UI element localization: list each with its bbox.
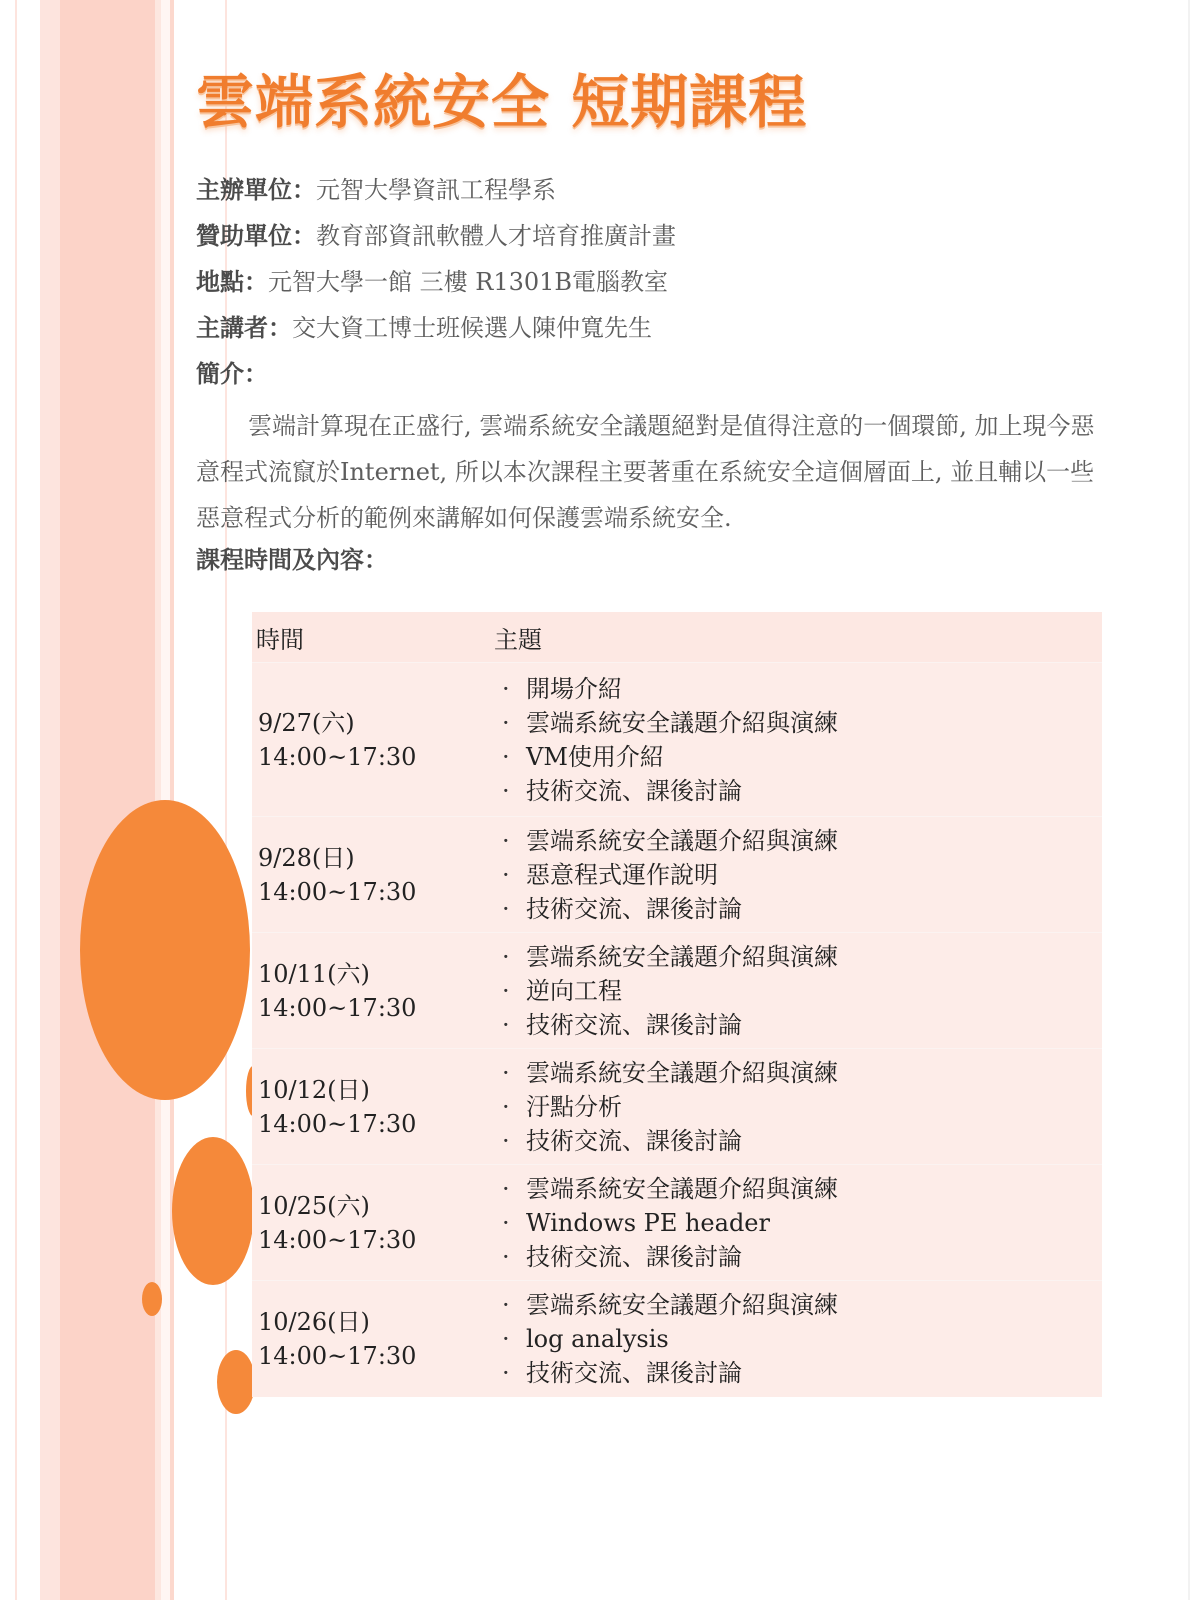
topic-item xyxy=(502,892,1096,926)
topic-list xyxy=(496,672,1096,808)
session-hours: 14:00~17:30 xyxy=(258,993,417,1022)
topic-list xyxy=(496,1056,1096,1158)
bullet-icon: · xyxy=(502,1290,510,1319)
topic-text: 汙點分析 xyxy=(526,1092,622,1121)
table-row xyxy=(252,817,1102,933)
topic-item xyxy=(502,1240,1096,1274)
topic-text: log analysis xyxy=(526,1324,669,1353)
table-row xyxy=(252,1049,1102,1165)
intro-label: 簡介： xyxy=(196,359,268,388)
table-row xyxy=(252,1165,1102,1281)
location-line xyxy=(196,262,668,297)
decorative-stripe xyxy=(40,0,60,1600)
bullet-icon: · xyxy=(502,674,510,703)
topic-text: 雲端系統安全議題介紹與演練 xyxy=(526,826,838,855)
session-hours: 14:00~17:30 xyxy=(258,1341,417,1370)
session-topic-cell xyxy=(490,817,1102,933)
session-topic-cell xyxy=(490,1049,1102,1165)
topic-text: 逆向工程 xyxy=(526,976,622,1005)
topic-list xyxy=(496,1288,1096,1390)
topic-item xyxy=(502,740,1096,774)
topic-text: 技術交流、課後討論 xyxy=(526,1126,742,1155)
session-time-cell xyxy=(252,1165,490,1281)
bullet-icon: · xyxy=(502,1092,510,1121)
session-hours: 14:00~17:30 xyxy=(258,1109,417,1138)
column-header-topic: 主題 xyxy=(490,612,1102,663)
session-topic-cell xyxy=(490,933,1102,1049)
topic-text: 雲端系統安全議題介紹與演練 xyxy=(526,1290,838,1319)
bullet-icon: · xyxy=(502,776,510,805)
bullet-icon: · xyxy=(502,1358,510,1387)
topic-list xyxy=(496,1172,1096,1274)
topic-text: 雲端系統安全議題介紹與演練 xyxy=(526,1174,838,1203)
decorative-circle xyxy=(80,800,250,1100)
session-hours: 14:00~17:30 xyxy=(258,877,417,906)
topic-item xyxy=(502,858,1096,892)
schedule-table xyxy=(252,612,1102,1397)
topic-text: 技術交流、課後討論 xyxy=(526,1358,742,1387)
location-label: 地點： xyxy=(196,267,268,296)
session-time-cell xyxy=(252,1281,490,1397)
sponsor-line xyxy=(196,216,676,251)
topic-text: 技術交流、課後討論 xyxy=(526,894,742,923)
location-value: 元智大學一館 三樓 R1301B電腦教室 xyxy=(268,268,669,296)
topic-text: 雲端系統安全議題介紹與演練 xyxy=(526,708,838,737)
bullet-icon: · xyxy=(502,1174,510,1203)
topic-text: 雲端系統安全議題介紹與演練 xyxy=(526,1058,838,1087)
topic-text: 惡意程式運作說明 xyxy=(526,860,718,889)
topic-item xyxy=(502,824,1096,858)
sponsor-value: 教育部資訊軟體人才培育推廣計畫 xyxy=(316,222,676,250)
session-date: 10/25(六) xyxy=(258,1191,370,1220)
session-time-cell xyxy=(252,1049,490,1165)
session-topic-cell xyxy=(490,663,1102,817)
session-date: 9/28(日) xyxy=(258,843,355,872)
decorative-stripe xyxy=(15,0,17,1600)
bullet-icon: · xyxy=(502,708,510,737)
speaker-label: 主講者： xyxy=(196,313,292,342)
topic-text: 開場介紹 xyxy=(526,674,622,703)
bullet-icon: · xyxy=(502,976,510,1005)
bullet-icon: · xyxy=(502,1324,510,1353)
bullet-icon: · xyxy=(502,742,510,771)
intro-heading xyxy=(196,354,268,389)
topic-item xyxy=(502,706,1096,740)
topic-text: Windows PE header xyxy=(526,1208,770,1237)
intro-paragraph: 雲端計算現在正盛行, 雲端系統安全議題絕對是值得注意的一個環節, 加上現今惡意程式流竄於Internet, 所以本次課程主要著重在系統安全這個層面上, 並且輔以一些惡意程式分析的範例來講解如何保護雲端系統安全. xyxy=(196,412,1095,532)
topic-list xyxy=(496,940,1096,1042)
session-time-cell xyxy=(252,933,490,1049)
session-topic-cell xyxy=(490,1281,1102,1397)
topic-item xyxy=(502,672,1096,706)
topic-item xyxy=(502,1090,1096,1124)
topic-item xyxy=(502,1172,1096,1206)
topic-item xyxy=(502,1356,1096,1390)
speaker-value: 交大資工博士班候選人陳仲寬先生 xyxy=(292,314,652,342)
bullet-icon: · xyxy=(502,1208,510,1237)
table-row xyxy=(252,663,1102,817)
session-date: 9/27(六) xyxy=(258,708,355,737)
decorative-circle xyxy=(217,1350,255,1414)
schedule-heading: 課程時間及內容： xyxy=(196,545,388,574)
bullet-icon: · xyxy=(502,860,510,889)
decorative-circle xyxy=(172,1137,254,1285)
organizer-line xyxy=(196,170,556,205)
topic-item xyxy=(502,1056,1096,1090)
bullet-icon: · xyxy=(502,826,510,855)
topic-item xyxy=(502,1008,1096,1042)
bullet-icon: · xyxy=(502,942,510,971)
session-date: 10/26(日) xyxy=(258,1307,370,1336)
decorative-stripe xyxy=(1188,0,1190,1600)
speaker-line xyxy=(196,308,652,343)
page-title: 雲端系統安全 短期課程 xyxy=(196,68,808,136)
table-row xyxy=(252,933,1102,1049)
session-topic-cell xyxy=(490,1165,1102,1281)
sponsor-label: 贊助單位： xyxy=(196,221,316,250)
bullet-icon: · xyxy=(502,1010,510,1039)
topic-item xyxy=(502,1322,1096,1356)
table-header-row xyxy=(252,612,1102,663)
topic-text: 技術交流、課後討論 xyxy=(526,1010,742,1039)
decorative-stripe xyxy=(60,0,155,1600)
session-hours: 14:00~17:30 xyxy=(258,1225,417,1254)
topic-item xyxy=(502,940,1096,974)
session-hours: 14:00~17:30 xyxy=(258,742,417,771)
bullet-icon: · xyxy=(502,1126,510,1155)
organizer-label: 主辦單位： xyxy=(196,175,316,204)
topic-text: 技術交流、課後討論 xyxy=(526,776,742,805)
column-header-time: 時間 xyxy=(252,612,490,663)
organizer-value: 元智大學資訊工程學系 xyxy=(316,176,556,204)
topic-item xyxy=(502,774,1096,808)
bullet-icon: · xyxy=(502,1058,510,1087)
session-time-cell xyxy=(252,817,490,933)
topic-item xyxy=(502,1288,1096,1322)
topic-list xyxy=(496,824,1096,926)
decorative-circle xyxy=(142,1282,162,1316)
bullet-icon: · xyxy=(502,894,510,923)
topic-item xyxy=(502,974,1096,1008)
topic-text: 雲端系統安全議題介紹與演練 xyxy=(526,942,838,971)
schedule-body xyxy=(252,663,1102,1397)
topic-text: VM使用介紹 xyxy=(526,742,664,771)
session-date: 10/11(六) xyxy=(258,959,370,988)
table-row xyxy=(252,1281,1102,1397)
topic-item xyxy=(502,1206,1096,1240)
bullet-icon: · xyxy=(502,1242,510,1271)
session-date: 10/12(日) xyxy=(258,1075,370,1104)
topic-text: 技術交流、課後討論 xyxy=(526,1242,742,1271)
session-time-cell xyxy=(252,663,490,817)
topic-item xyxy=(502,1124,1096,1158)
